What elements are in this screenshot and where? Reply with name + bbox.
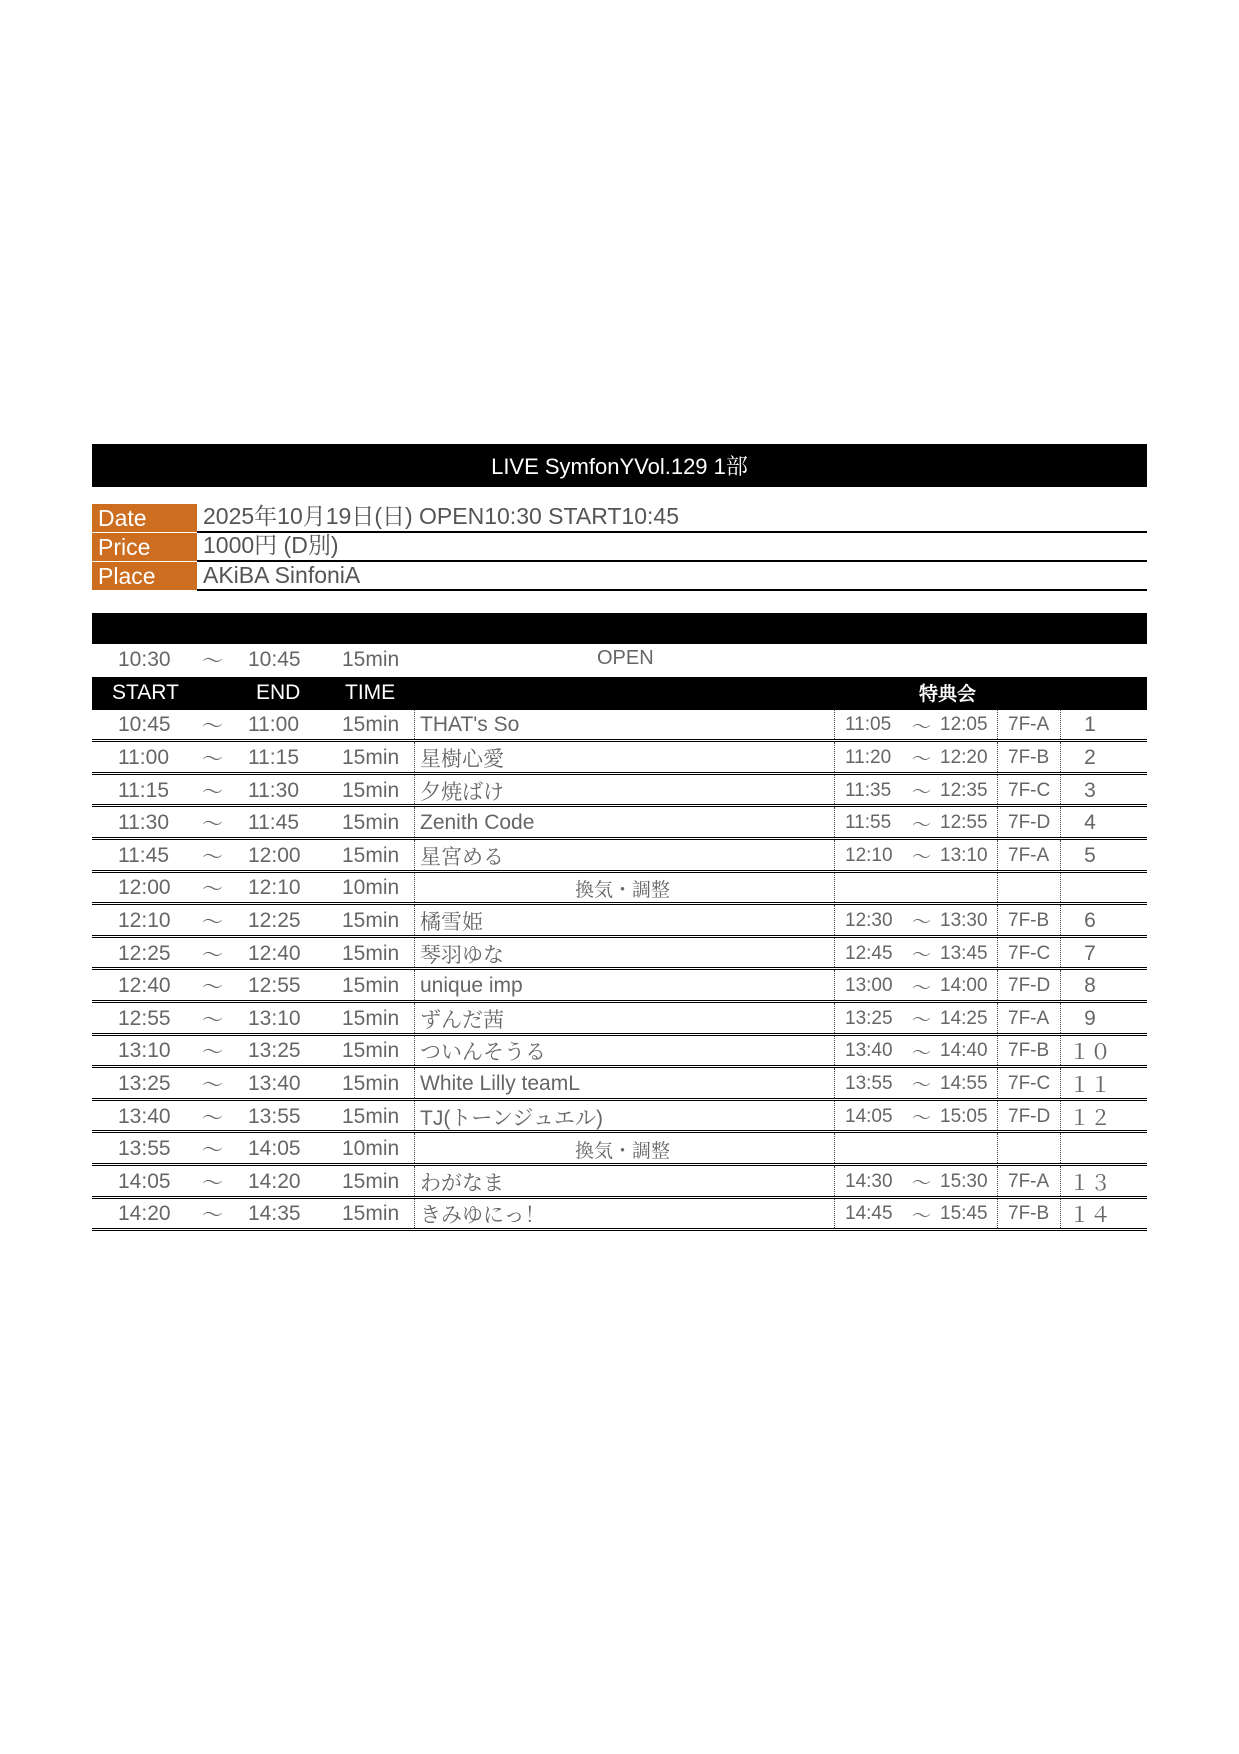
bonus-number: 5 [1084,843,1096,867]
end-time: 12:00 [248,843,301,867]
bonus-start-time: 11:35 [845,779,892,801]
table-row [92,742,1147,775]
bonus-end-time: 15:05 [940,1105,988,1127]
duration: 10min [342,876,400,900]
column-divider [414,1036,415,1066]
column-divider [834,905,835,935]
bonus-number: １１ [1069,1073,1111,1097]
column-divider [834,807,835,837]
bonus-tilde: 〜 [912,847,932,869]
tilde: 〜 [202,1139,223,1163]
info-row-price [92,533,1147,562]
performer-name: ついんそうる [420,1041,546,1065]
bonus-room: 7F-C [1008,779,1051,801]
table-row [92,710,1147,743]
bonus-number: 8 [1084,974,1096,998]
duration: 15min [342,1039,400,1063]
performer-name: わがなま [420,1171,504,1195]
duration: 15min [342,1202,400,1226]
bonus-room: 7F-B [1008,1203,1050,1225]
bonus-number: １３ [1069,1171,1111,1195]
bonus-start-time: 11:20 [845,746,892,768]
bonus-start-time: 11:05 [845,714,892,736]
bonus-room: 7F-B [1008,1040,1050,1062]
bonus-tilde: 〜 [912,782,932,804]
bonus-number: 9 [1084,1006,1096,1030]
end-time: 11:30 [248,778,299,802]
tilde: 〜 [202,943,223,967]
duration: 15min [342,713,400,737]
bonus-room: 7F-B [1008,746,1050,768]
bonus-number: １２ [1069,1106,1111,1130]
bonus-tilde: 〜 [912,945,932,967]
bonus-number: 6 [1084,908,1096,932]
column-divider [997,742,998,772]
start-time: 11:15 [118,778,169,802]
table-row [92,775,1147,808]
end-time: 14:35 [248,1202,301,1226]
column-divider [834,970,835,1000]
end-time: 12:10 [248,876,301,900]
bonus-tilde: 〜 [912,912,932,934]
start-time: 13:10 [118,1039,171,1063]
bonus-number: １４ [1069,1204,1111,1228]
duration: 15min [342,908,400,932]
performer-name: 星宮める [420,845,504,869]
column-divider [834,1101,835,1131]
break-row [92,1133,1147,1166]
performer-name: 星樹心愛 [420,747,504,771]
bonus-start-time: 14:05 [845,1105,893,1127]
table-row [92,1036,1147,1069]
performer-name: きみゆにっ！ [420,1204,546,1228]
end-time: 14:20 [248,1169,301,1193]
bonus-end-time: 12:35 [940,779,988,801]
break-row [92,873,1147,906]
header-start: START [112,681,179,705]
bonus-room: 7F-C [1008,1072,1051,1094]
bonus-start-time: 13:25 [845,1007,893,1029]
open-label: OPEN [597,646,654,669]
column-divider [414,970,415,1000]
tilde: 〜 [202,878,223,902]
bonus-end-time: 14:00 [940,975,988,997]
column-divider [997,1003,998,1033]
bonus-number: 2 [1084,745,1096,769]
column-divider [834,1166,835,1196]
performer-name: Zenith Code [420,811,535,835]
info-value: 2025年10月19日(日) OPEN10:30 START10:45 [197,504,1147,533]
bonus-number: １０ [1069,1041,1111,1065]
start-time: 14:05 [118,1169,171,1193]
event-title: LIVE SymfonYVol.129 1部 [491,454,748,479]
duration: 15min [342,778,400,802]
column-divider [997,905,998,935]
bonus-start-time: 12:10 [845,844,893,866]
performer-name: 琴羽ゆな [420,943,504,967]
duration: 15min [342,1071,400,1095]
table-row [92,1068,1147,1101]
column-divider [997,1036,998,1066]
timetable-sheet [92,444,1147,1231]
bonus-tilde: 〜 [912,1042,932,1064]
column-divider [414,742,415,772]
bonus-room: 7F-A [1008,714,1050,736]
tilde: 〜 [202,1204,223,1228]
bonus-tilde: 〜 [912,749,932,771]
tilde: 〜 [202,1106,223,1130]
column-divider [414,710,415,740]
end-time: 14:05 [248,1137,301,1161]
bonus-tilde: 〜 [912,977,932,999]
bonus-room: 7F-C [1008,942,1051,964]
column-divider [834,1199,835,1229]
column-divider [997,840,998,870]
bonus-start-time: 12:30 [845,909,893,931]
open-row [92,644,1147,677]
duration: 10min [342,1137,400,1161]
end-time: 10:45 [248,648,301,672]
bonus-room: 7F-A [1008,1007,1050,1029]
bonus-tilde: 〜 [912,1173,932,1195]
start-time: 12:10 [118,908,171,932]
bonus-start-time: 11:55 [845,812,892,834]
column-divider [834,775,835,805]
start-time: 12:40 [118,974,171,998]
column-divider [997,1199,998,1229]
end-time: 13:25 [248,1039,301,1063]
bonus-end-time: 13:30 [940,909,988,931]
bonus-room: 7F-B [1008,909,1050,931]
header-bonus: 特典会 [919,683,977,705]
bonus-room: 7F-A [1008,1170,1050,1192]
start-time: 12:00 [118,876,171,900]
column-divider [834,1068,835,1098]
performer-name: ずんだ茜 [420,1008,504,1032]
column-divider [997,807,998,837]
column-divider [414,840,415,870]
event-info [92,504,1147,591]
bonus-end-time: 15:30 [940,1170,988,1192]
info-label: Price [92,533,197,562]
info-label: Place [92,562,197,591]
table-header [92,677,1147,710]
end-time: 13:10 [248,1006,301,1030]
tilde: 〜 [202,1073,223,1097]
bonus-number: 1 [1084,713,1096,737]
bonus-room: 7F-D [1008,975,1051,997]
duration: 15min [342,1104,400,1128]
header-end: END [256,681,301,705]
end-time: 12:40 [248,941,301,965]
start-time: 12:25 [118,941,171,965]
start-time: 13:55 [118,1137,171,1161]
column-divider [414,1068,415,1098]
tilde: 〜 [202,976,223,1000]
duration: 15min [342,811,400,835]
start-time: 13:25 [118,1071,171,1095]
bonus-end-time: 14:40 [940,1040,988,1062]
duration: 15min [342,745,400,769]
table-row [92,905,1147,938]
end-time: 11:45 [248,811,299,835]
break-label: 換気・調整 [575,1140,671,1162]
bonus-end-time: 14:25 [940,1007,988,1029]
duration: 15min [342,974,400,998]
bonus-room: 7F-D [1008,1105,1051,1127]
start-time: 11:45 [118,843,169,867]
bonus-start-time: 12:45 [845,942,893,964]
tilde: 〜 [202,1008,223,1032]
bonus-start-time: 13:40 [845,1040,893,1062]
performer-name: TJ(トーンジュエル) [420,1106,603,1130]
column-divider [834,710,835,740]
column-divider [997,1068,998,1098]
tilde: 〜 [202,813,223,837]
bonus-tilde: 〜 [912,814,932,836]
performer-name: THAT's So [420,713,520,737]
table-row [92,970,1147,1003]
tilde: 〜 [202,650,223,674]
column-divider [414,1003,415,1033]
end-time: 11:00 [248,713,299,737]
column-divider [834,742,835,772]
tilde: 〜 [202,715,223,739]
table-row [92,1003,1147,1036]
column-divider [997,938,998,968]
bonus-start-time: 14:30 [845,1170,893,1192]
end-time: 13:55 [248,1104,301,1128]
bonus-end-time: 13:45 [940,942,988,964]
duration: 15min [342,1169,400,1193]
bonus-end-time: 12:55 [940,812,988,834]
column-divider [414,1101,415,1131]
bonus-room: 7F-D [1008,812,1051,834]
tilde: 〜 [202,780,223,804]
tilde: 〜 [202,1041,223,1065]
table-row [92,1166,1147,1199]
tilde: 〜 [202,845,223,869]
header-time: TIME [345,681,396,705]
column-divider [414,1166,415,1196]
bonus-tilde: 〜 [912,716,932,738]
column-divider [997,710,998,740]
duration: 15min [342,648,400,672]
table-row [92,840,1147,873]
column-divider [997,970,998,1000]
bonus-end-time: 12:05 [940,714,988,736]
info-label: Date [92,504,197,533]
info-value: 1000円 (D別) [197,533,1147,562]
column-divider [414,775,415,805]
bonus-start-time: 13:00 [845,975,893,997]
column-divider [414,807,415,837]
bonus-end-time: 12:20 [940,746,988,768]
info-value: AKiBA SinfoniA [197,562,1147,591]
performer-name: 橘雪姫 [420,910,483,934]
column-divider [834,938,835,968]
break-label: 換気・調整 [575,879,671,901]
table-row [92,938,1147,971]
tilde: 〜 [202,1171,223,1195]
bonus-tilde: 〜 [912,1108,932,1130]
bonus-number: 3 [1084,778,1096,802]
bonus-number: 7 [1084,941,1096,965]
table-row [92,1199,1147,1232]
start-time: 13:40 [118,1104,171,1128]
tilde: 〜 [202,910,223,934]
column-divider [414,1199,415,1229]
table-row [92,1101,1147,1134]
column-divider [997,1101,998,1131]
end-time: 12:55 [248,974,301,998]
bonus-start-time: 13:55 [845,1072,893,1094]
end-time: 13:40 [248,1071,301,1095]
column-divider [414,905,415,935]
start-time: 14:20 [118,1202,171,1226]
bonus-tilde: 〜 [912,1205,932,1227]
column-divider [997,775,998,805]
info-row-place [92,562,1147,591]
tilde: 〜 [202,747,223,771]
start-time: 11:30 [118,811,169,835]
column-divider [834,1003,835,1033]
end-time: 11:15 [248,745,299,769]
column-divider [834,840,835,870]
duration: 15min [342,941,400,965]
bonus-tilde: 〜 [912,1010,932,1032]
bonus-end-time: 13:10 [940,844,988,866]
start-time: 12:55 [118,1006,171,1030]
performer-name: White Lilly teamL [420,1071,580,1095]
column-divider [997,1166,998,1196]
bonus-end-time: 14:55 [940,1072,988,1094]
start-time: 10:45 [118,713,171,737]
event-title-bar [92,444,1147,487]
duration: 15min [342,1006,400,1030]
column-divider [414,938,415,968]
start-time: 10:30 [118,648,171,672]
performer-name: unique imp [420,974,523,998]
bonus-number: 4 [1084,811,1096,835]
performer-name: 夕焼ばけ [420,780,504,804]
bonus-start-time: 14:45 [845,1203,893,1225]
column-divider [834,1036,835,1066]
schedule-table [92,710,1147,1232]
start-time: 11:00 [118,745,169,769]
table-row [92,807,1147,840]
end-time: 12:25 [248,908,301,932]
duration: 15min [342,843,400,867]
bonus-end-time: 15:45 [940,1203,988,1225]
bonus-tilde: 〜 [912,1075,932,1097]
bonus-room: 7F-A [1008,844,1050,866]
